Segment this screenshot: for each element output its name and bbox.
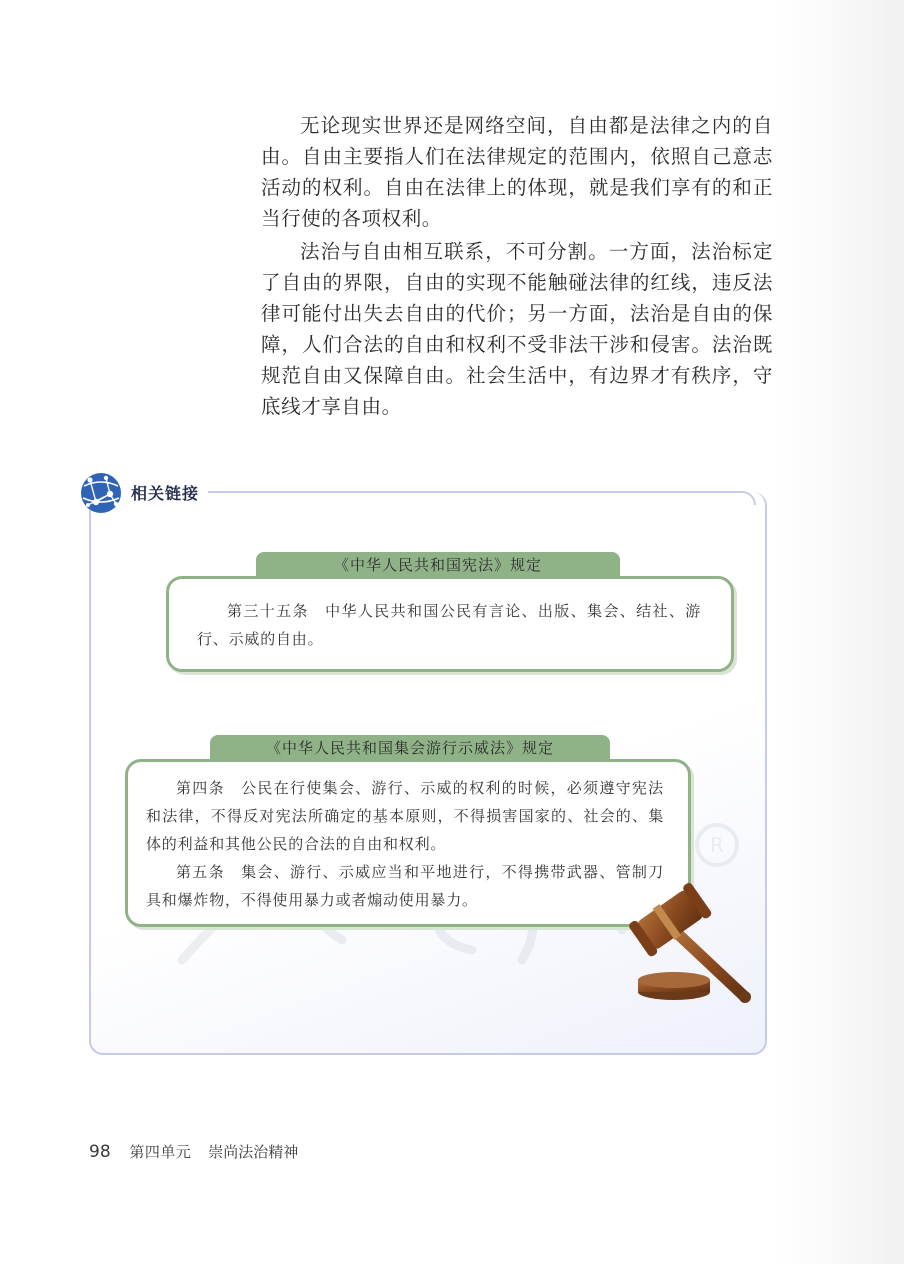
assembly-law-article-5: 第五条 集会、游行、示威应当和平地进行，不得携带武器、管制刀具和爆炸物，不得使用暴力或者煽动使用暴力。 <box>146 863 664 909</box>
constitution-card <box>166 576 734 672</box>
page-edge-shadow <box>776 0 904 1264</box>
gavel-icon <box>628 880 758 1005</box>
page-number: 98 <box>89 1142 111 1162</box>
svg-text:R: R <box>710 833 724 857</box>
assembly-law-card <box>125 759 691 927</box>
related-links-top-border <box>208 491 756 505</box>
assembly-law-card-tab: 《中华人民共和国集会游行示威法》规定 <box>210 735 610 762</box>
body-text <box>261 110 773 424</box>
related-links-title: 相关链接 <box>131 481 205 504</box>
constitution-article-35: 第三十五条 中华人民共和国公民有言论、出版、集会、结社、游行、示威的自由。 <box>197 602 701 648</box>
body-paragraph-1: 无论现实世界还是网络空间，自由都是法律之内的自由。自由主要指人们在法律规定的范围内，依照自己意志活动的权利。自由在法律上的体现，就是我们享有的和正当行使的各项权利。 <box>261 114 773 230</box>
constitution-card-tab: 《中华人民共和国宪法》规定 <box>256 552 620 579</box>
body-paragraph-2: 法治与自由相互联系，不可分割。一方面，法治标定了自由的界限，自由的实现不能触碰法律的红线，违反法律可能付出失去自由的代价；另一方面，法治是自由的保障，人们合法的自由和权利不受非法干涉和侵害。法治既规范自由又保障自由。社会生活中，有边界才有秩序，守底线才享自由。 <box>261 240 773 418</box>
unit-title: 崇尚法治精神 <box>208 1143 299 1161</box>
assembly-law-article-4: 第四条 公民在行使集会、游行、示威的权利的时候，必须遵守宪法和法律，不得反对宪法所确定的基本原则，不得损害国家的、社会的、集体的利益和其他公民的合法的自由和权利。 <box>146 779 664 853</box>
unit-label: 第四单元 <box>129 1143 192 1161</box>
page-footer <box>89 1141 298 1162</box>
network-globe-icon <box>80 472 122 514</box>
